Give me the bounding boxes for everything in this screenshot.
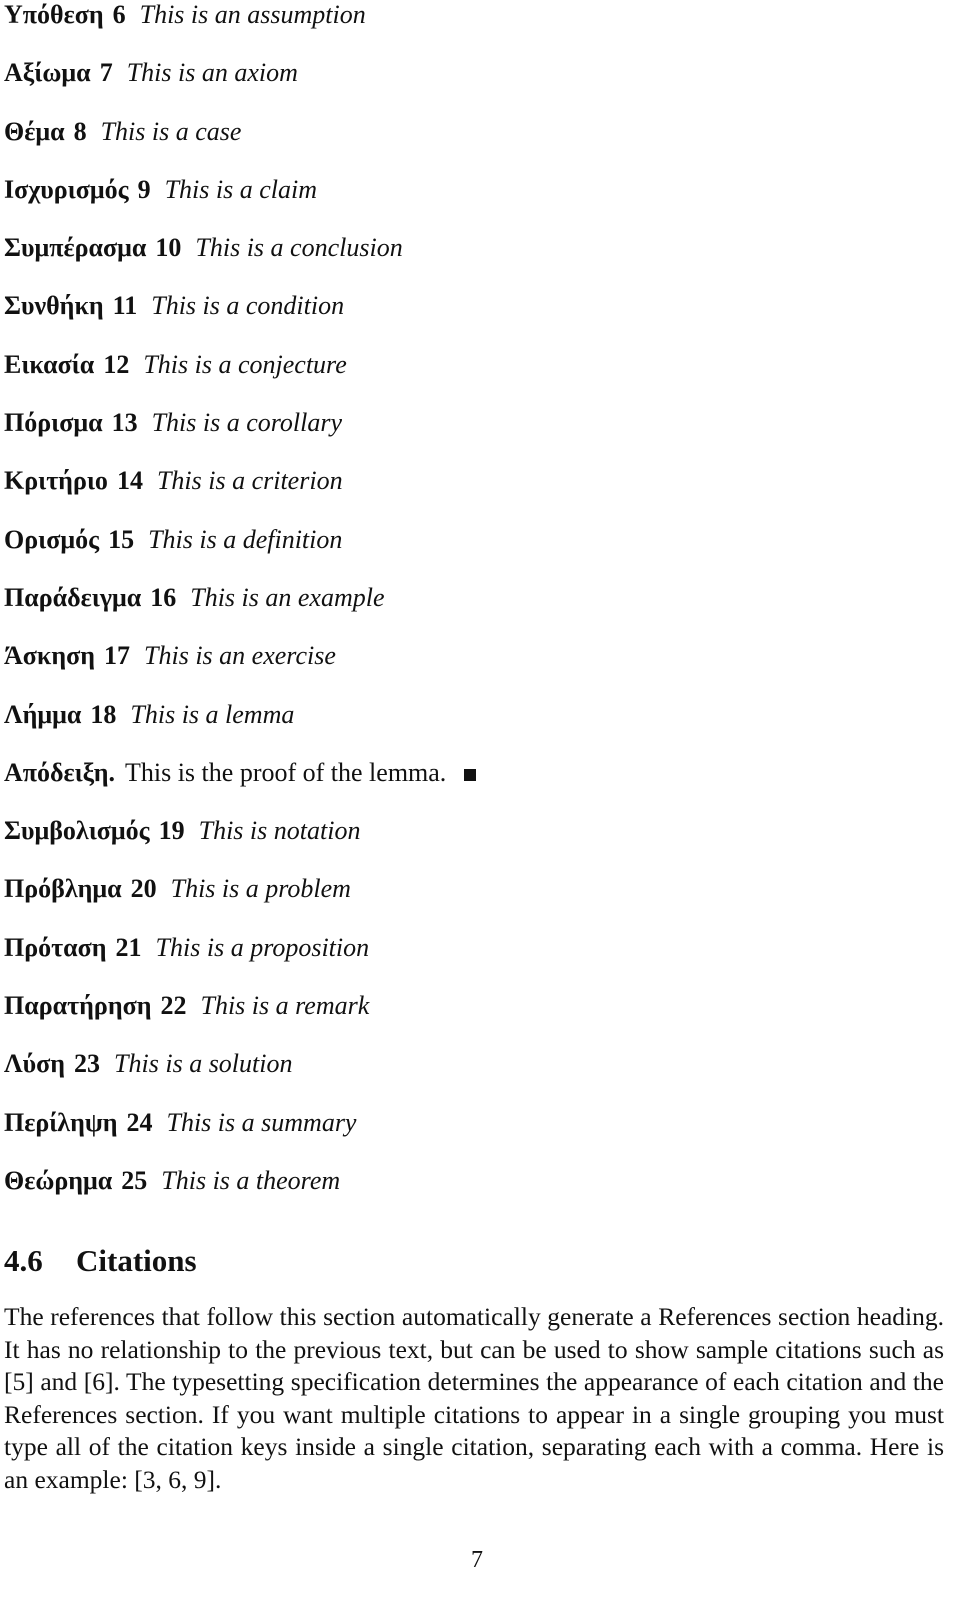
env-text: This is a theorem (161, 1165, 341, 1195)
env-text: This is a conclusion (195, 233, 403, 263)
env-head: Θέμα (4, 116, 65, 146)
env-text: This is a summary (166, 1107, 357, 1137)
env-head: Λύση (4, 1049, 66, 1079)
proof-text: This is the proof of the lemma. (124, 757, 447, 787)
env-text: This is notation (198, 816, 361, 846)
env-head: Πόρισμα (4, 408, 103, 438)
env-number: 23 (74, 1049, 101, 1079)
env-number: 24 (126, 1107, 153, 1137)
env-text: This is a corollary (151, 408, 343, 438)
env-problem (4, 874, 950, 932)
env-text: This is a problem (170, 874, 351, 904)
env-summary (4, 1108, 950, 1166)
env-text: This is an example (190, 582, 385, 612)
env-text: This is a solution (114, 1049, 293, 1079)
env-head: Άσκηση (4, 641, 96, 671)
page-number: 7 (471, 1547, 483, 1573)
env-proposition (4, 933, 950, 991)
env-head: Συμβολισμός (4, 816, 150, 846)
section-title: Citations (76, 1243, 197, 1278)
env-head: Παράδειγμα (4, 582, 142, 612)
env-remark (4, 991, 950, 1049)
env-head: Ισχυρισμός (4, 174, 129, 204)
document-page (4, 0, 950, 1600)
env-lemma (4, 700, 950, 758)
env-conjecture (4, 350, 950, 408)
qed-square-icon (464, 769, 476, 781)
env-text: This is a conjecture (143, 349, 347, 379)
env-number: 6 (112, 0, 126, 29)
env-number: 15 (108, 524, 135, 554)
env-axiom (4, 58, 950, 116)
env-exercise (4, 641, 950, 699)
env-text: This is a claim (164, 174, 318, 204)
env-head: Θεώρημα (4, 1165, 113, 1195)
env-number: 10 (155, 233, 182, 263)
env-number: 19 (158, 816, 185, 846)
env-number: 7 (99, 58, 113, 88)
theorem-environments (4, 0, 950, 1224)
env-corollary (4, 408, 950, 466)
env-number: 11 (112, 291, 138, 321)
env-number: 20 (130, 874, 157, 904)
env-head: Αξίωμα (4, 58, 91, 88)
env-head: Συμπέρασμα (4, 233, 147, 263)
env-number: 17 (104, 641, 131, 671)
env-text: This is a condition (151, 291, 345, 321)
env-text: This is a case (100, 116, 242, 146)
env-number: 14 (116, 466, 143, 496)
env-number: 16 (150, 582, 177, 612)
env-head: Κριτήριο (4, 466, 108, 496)
env-number: 21 (115, 932, 142, 962)
env-head: Πρόβλημα (4, 874, 122, 904)
env-head: Πρόταση (4, 932, 107, 962)
env-claim (4, 175, 950, 233)
env-solution (4, 1049, 950, 1107)
env-conclusion (4, 233, 950, 291)
env-head: Λήμμα (4, 699, 82, 729)
env-text: This is an axiom (126, 58, 298, 88)
body-paragraph: The references that follow this section automatically generate a References section heading. It has no relationship to the previous text, but can be used to show sample citations such as [5] and [6]. The typesetting specification determines the appearance of each citation and the References section. If you want multiple citations to appear in a single grouping you must type all of the citation keys inside a single citation, separating each with a comma. Here is an example: [3, 6, 9]. (4, 1302, 944, 1494)
env-definition (4, 525, 950, 583)
env-head: Ορισμός (4, 524, 100, 554)
env-condition (4, 291, 950, 349)
env-case (4, 117, 950, 175)
env-text: This is a remark (200, 991, 370, 1021)
env-head: Εικασία (4, 349, 95, 379)
env-number: 13 (111, 408, 138, 438)
proof (4, 758, 950, 816)
env-theorem (4, 1166, 950, 1224)
env-notation (4, 816, 950, 874)
env-number: 12 (103, 349, 130, 379)
env-text: This is an exercise (144, 641, 336, 671)
env-number: 18 (90, 699, 117, 729)
env-text: This is a proposition (155, 932, 370, 962)
env-example (4, 583, 950, 641)
env-text: This is a criterion (156, 466, 343, 496)
env-criterion (4, 466, 950, 524)
env-text: This is a lemma (130, 699, 295, 729)
env-assumption (4, 0, 950, 58)
env-number: 8 (73, 116, 87, 146)
env-head: Περίληψη (4, 1107, 118, 1137)
env-head: Παρατήρηση (4, 991, 152, 1021)
env-head: Συνθήκη (4, 291, 104, 321)
env-number: 22 (160, 991, 187, 1021)
env-head: Υπόθεση (4, 0, 104, 29)
env-number: 25 (121, 1165, 148, 1195)
section-heading (4, 1244, 197, 1278)
section-number: 4.6 (4, 1243, 43, 1278)
env-text: This is an assumption (139, 0, 366, 29)
env-number: 9 (137, 174, 151, 204)
env-text: This is a definition (148, 524, 343, 554)
proof-head: Απόδειξη. (4, 757, 115, 787)
